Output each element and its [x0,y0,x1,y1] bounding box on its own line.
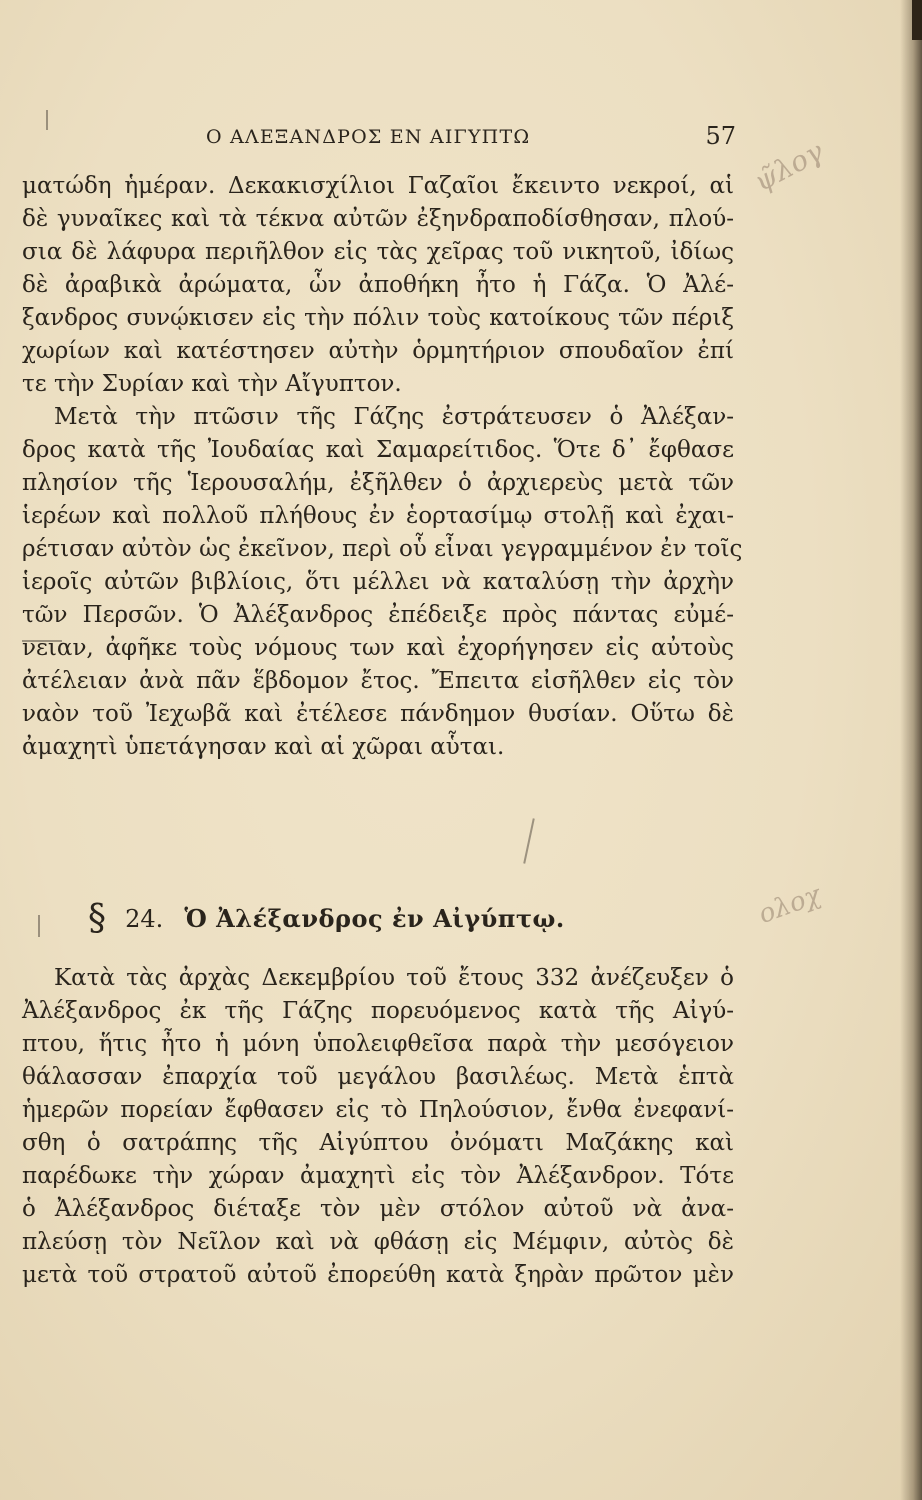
text-line: ἱεροῖς αὐτῶν βιβλίοις, ὅτι μέλλει νὰ καταλύσῃ τὴν ἀρχὴν [22,569,734,595]
text-line: σθη ὁ σατράπης τῆς Αἰγύπτου ὀνόματι Μαζάκης καὶ [22,1130,734,1156]
section-number: 24. [125,904,164,933]
text-line: δρος κατὰ τῆς Ἰουδαίας καὶ Σαμαρείτιδος. Ὅτε δ᾽ ἔφθασε [22,437,734,463]
text-line: θάλασσαν ἐπαρχία τοῦ μεγάλου βασιλέως. Μετὰ ἑπτὰ [22,1064,734,1090]
text-block-upper [22,170,743,764]
faded-margin-scribble: ολοχ [754,880,825,930]
text-line: τε τὴν Συρίαν καὶ τὴν Αἴγυπτον. [22,371,402,397]
text-line: παρέδωκε τὴν χώραν ἀμαχητὶ εἰς τὸν Ἀλέξανδρον. Τότε [22,1163,734,1189]
text-line: ματώδη ἡμέραν. Δεκακισχίλιοι Γαζαῖοι ἔκειντο νεκροί, αἱ [22,173,734,199]
text-line: Μετὰ τὴν πτῶσιν τῆς Γάζης ἐστράτευσεν ὁ Ἀλέξαν- [54,404,734,430]
text-block-lower [22,962,734,1292]
text-line: ἡμερῶν πορείαν ἔφθασεν εἰς τὸ Πηλούσιον, ἔνθα ἐνεφανί- [22,1097,734,1123]
pencil-mark [46,110,48,130]
section-sign: § [88,898,106,939]
text-line: τῶν Περσῶν. Ὁ Ἀλέξανδρος ἐπέδειξε πρὸς πάντας εὐμέ- [22,602,734,628]
text-line: πλησίον τῆς Ἱερουσαλήμ, ἐξῆλθεν ὁ ἀρχιερεὺς μετὰ τῶν [22,470,734,496]
faded-margin-scribble: ψ̃λογ [748,134,829,199]
section-heading [88,898,708,938]
pencil-mark [523,818,535,863]
text-line: ἱερέων καὶ πολλοῦ πλήθους ἐν ἑορτασίμῳ στολῇ καὶ ἐχαι- [22,503,734,529]
text-line: νειαν, ἀφῆκε τοὺς νόμους των καὶ ἐχορήγησεν εἰς αὐτοὺς [22,635,734,661]
text-line: Κατὰ τὰς ἀρχὰς Δεκεμβρίου τοῦ ἔτους 332 ἀνέζευξεν ὁ [54,965,734,991]
text-line: ρέτισαν αὐτὸν ὡς ἐκεῖνον, περὶ οὗ εἶναι γεγραμμένον ἐν τοῖς [22,536,743,562]
page-header [206,122,736,152]
text-line: μετὰ τοῦ στρατοῦ αὐτοῦ ἐπορεύθη κατὰ ξηρὰν πρῶτον μὲν [22,1262,734,1288]
text-line: δὲ ἀραβικὰ ἀρώματα, ὧν ἀποθήκη ἦτο ἡ Γάζα. Ὁ Ἀλέ- [22,272,734,298]
text-line: ναὸν τοῦ Ἰεχωβᾶ καὶ ἐτέλεσε πάνδημον θυσίαν. Οὕτω δὲ [22,701,734,727]
text-line: ὁ Ἀλέξανδρος διέταξε τὸν μὲν στόλον αὐτοῦ νὰ ἀνα- [22,1196,734,1222]
text-line: σια δὲ λάφυρα περιῆλθον εἰς τὰς χεῖρας τοῦ νικητοῦ, ἰδίως [22,239,734,265]
text-line: χωρίων καὶ κατέστησεν αὐτὴν ὁρμητήριον σπουδαῖον ἐπί [22,338,734,364]
text-line: πλεύσῃ τὸν Νεῖλον καὶ νὰ φθάσῃ εἰς Μέμφιν, αὐτὸς δὲ [22,1229,734,1255]
page-edge-corner [912,0,922,40]
text-line: Ἀλέξανδρος ἐκ τῆς Γάζης πορευόμενος κατὰ τῆς Αἰγύ- [22,998,734,1024]
paragraph [22,962,734,1292]
text-line: πτου, ἥτις ἦτο ἡ μόνη ὑπολειφθεῖσα παρὰ τὴν μεσόγειον [22,1031,734,1057]
text-line: ἀμαχητὶ ὑπετάγησαν καὶ αἱ χῶραι αὗται. [22,734,505,760]
page-number: 57 [705,122,736,150]
running-head: Ο ΑΛΕΞΑΝΔΡΟΣ ΕΝ ΑΙΓΥΠΤΩ [206,126,531,148]
text-line: ξανδρος συνῴκισεν εἰς τὴν πόλιν τοὺς κατοίκους τῶν πέριξ [22,305,734,331]
pencil-mark [38,915,40,937]
page-edge-shadow [900,0,922,1500]
section-title: Ὁ Ἀλέξανδρος ἐν Αἰγύπτῳ. [184,904,565,933]
paragraph [22,401,743,764]
text-line: δὲ γυναῖκες καὶ τὰ τέκνα αὐτῶν ἐξηνδραποδίσθησαν, πλού- [22,206,734,232]
text-line: ἀτέλειαν ἀνὰ πᾶν ἕβδομον ἔτος. Ἔπειτα εἰσῆλθεν εἰς τὸν [22,668,734,694]
paragraph [22,170,734,401]
